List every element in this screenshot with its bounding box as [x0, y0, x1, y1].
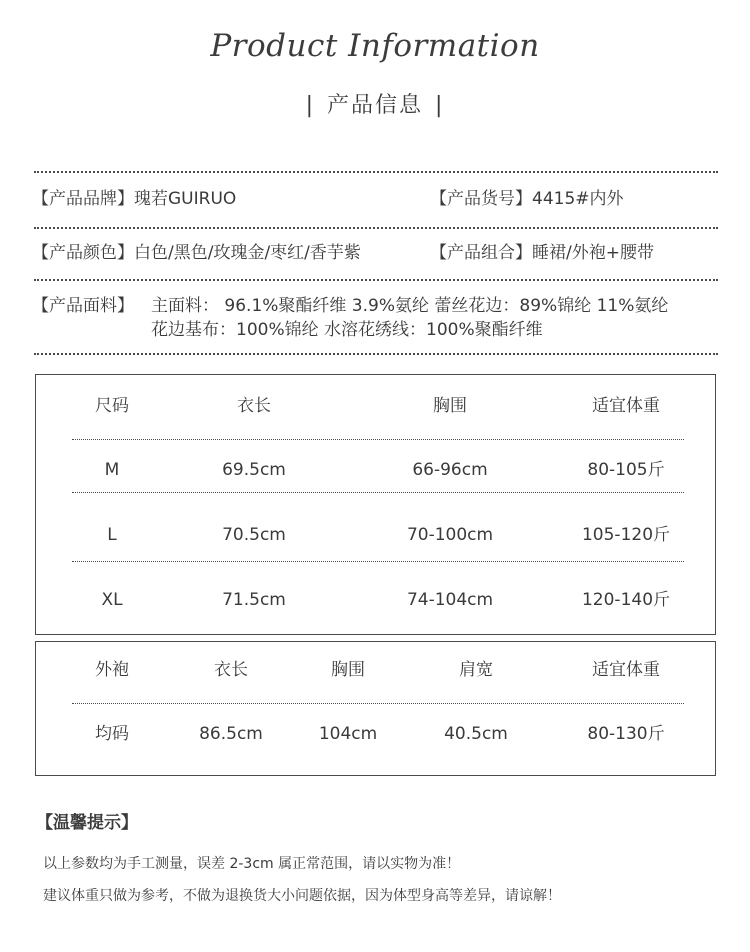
- divider: [34, 279, 718, 281]
- size-header-length: 衣长: [237, 396, 271, 416]
- size-cell: 69.5cm: [222, 460, 286, 480]
- size-cell: 120-140斤: [581, 590, 671, 610]
- size-cell: 74-104cm: [406, 590, 494, 610]
- robe-cell: 80-130斤: [587, 724, 665, 744]
- size-cell: 105-120斤: [581, 525, 671, 545]
- size-cell: XL: [101, 590, 123, 610]
- robe-cell: 104cm: [318, 724, 378, 744]
- robe-header-bust: 胸围: [331, 660, 365, 680]
- item-no-label: 【产品货号】: [430, 189, 532, 209]
- robe-header-shoulder: 肩宽: [459, 660, 493, 680]
- combo-label: 【产品组合】: [430, 243, 532, 263]
- divider: [34, 227, 718, 229]
- size-header-bust: 胸围: [433, 396, 467, 416]
- robe-header-length: 衣长: [214, 660, 248, 680]
- color-value: 白色/黑色/玫瑰金/枣红/香芋紫: [134, 243, 361, 263]
- brand-row: [32, 187, 236, 211]
- size-header-size: 尺码: [95, 396, 129, 416]
- size-cell: 66-96cm: [412, 460, 488, 480]
- divider: [72, 492, 684, 493]
- fabric-line-2: 花边基布：100%锦纶 水溶花绣线：100%聚酯纤维: [151, 320, 543, 340]
- tips-title: 【温馨提示】: [36, 813, 138, 833]
- size-cell: L: [107, 525, 117, 545]
- robe-cell: 均码: [95, 724, 129, 744]
- divider: [34, 353, 718, 355]
- combo-value: 睡裙/外袍+腰带: [532, 243, 654, 263]
- size-cell: M: [104, 460, 120, 480]
- script-title: Product Information: [210, 28, 540, 64]
- color-label: 【产品颜色】: [32, 243, 134, 263]
- section-title: [0, 88, 750, 124]
- tip-line-2: 建议体重只做为参考，不做为退换货大小问题依据，因为体型身高等差异，请谅解！: [43, 888, 561, 904]
- title-bar-right: |: [435, 93, 445, 118]
- item-no-value: 4415#内外: [532, 189, 624, 209]
- brand-label: 【产品品牌】: [32, 189, 134, 209]
- size-header-weight: 适宜体重: [592, 396, 660, 416]
- fabric-line-1: 主面料： 96.1%聚酯纤维 3.9%氨纶 蕾丝花边：89%锦纶 11%氨纶: [151, 296, 669, 316]
- combo-row: [430, 241, 654, 265]
- section-title-text: 产品信息: [326, 93, 423, 118]
- size-cell: 70-100cm: [406, 525, 494, 545]
- brand-value: 瑰若GUIRUO: [134, 189, 237, 209]
- robe-header-weight: 适宜体重: [592, 660, 660, 680]
- robe-cell: 86.5cm: [199, 724, 263, 744]
- title-bar-left: |: [305, 93, 315, 118]
- size-cell: 71.5cm: [222, 590, 286, 610]
- size-cell: 70.5cm: [222, 525, 286, 545]
- divider: [72, 439, 684, 440]
- divider: [34, 171, 718, 173]
- divider: [72, 561, 684, 562]
- divider: [72, 703, 684, 704]
- item-no-row: [430, 187, 624, 211]
- robe-cell: 40.5cm: [444, 724, 508, 744]
- size-cell: 80-105斤: [587, 460, 665, 480]
- tip-line-1: 以上参数均为手工测量，误差 2-3cm 属正常范围，请以实物为准！: [43, 856, 461, 872]
- robe-header-robe: 外袍: [95, 660, 129, 680]
- fabric-label: 【产品面料】: [32, 296, 134, 316]
- color-row: [32, 241, 361, 265]
